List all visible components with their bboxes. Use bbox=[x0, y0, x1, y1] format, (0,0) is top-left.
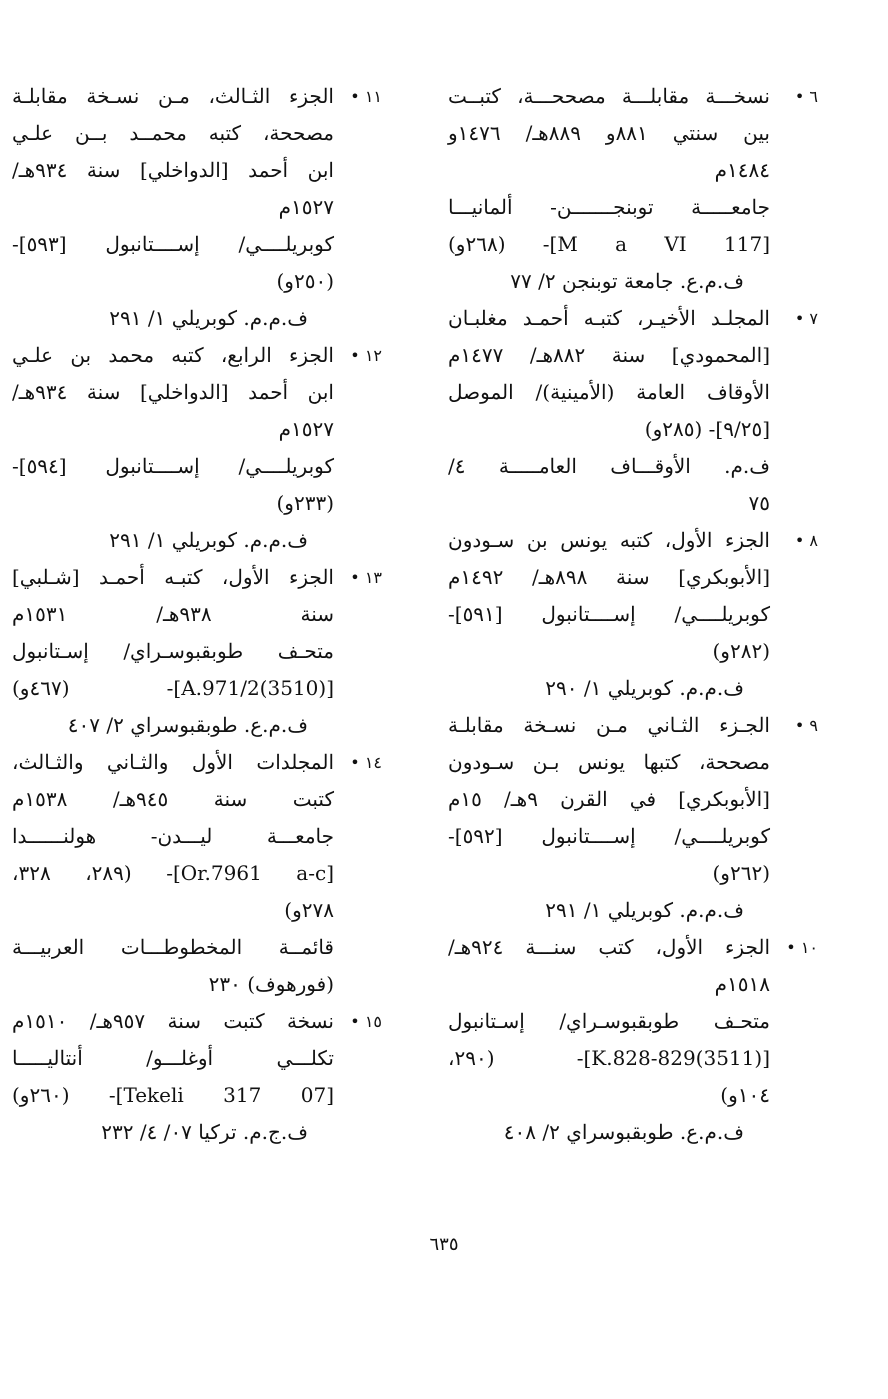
entry-line: المجلـد الأخيـر، كتبـه أحمـد مغلبـان bbox=[448, 306, 770, 330]
entry-line: ٧٥ bbox=[748, 491, 770, 515]
entry-number bbox=[774, 78, 818, 115]
entry-number-text: ١٤ bbox=[364, 753, 382, 772]
entry-line: [(3511)K.828-829]- (٢٩٠، bbox=[448, 1046, 770, 1070]
bullet-icon: • bbox=[350, 346, 360, 365]
entry-line: الجزء الرابع، كتبه محمد بن علـي bbox=[12, 343, 334, 367]
entry-line: كوبريلــــي/ إســــتانبول [٥٩٢]- bbox=[448, 824, 770, 848]
entry-number bbox=[338, 1003, 382, 1040]
entry-line: ١٥٢٧م bbox=[278, 417, 334, 441]
catalog-entry bbox=[12, 337, 382, 559]
bullet-icon: • bbox=[350, 87, 360, 106]
entry-line: [Or.7961 a-c]- (٢٨٩، ٣٢٨، bbox=[12, 861, 334, 885]
entry-line: كوبريلــــي/ إســــتانبول [٥٩٣]- bbox=[12, 232, 334, 256]
entry-line: [07 Tekeli 317]- (٢٦٠و) bbox=[12, 1083, 334, 1107]
bullet-icon: • bbox=[794, 309, 805, 328]
catalog-entry bbox=[12, 744, 382, 1003]
entry-number-text: ٨ bbox=[809, 531, 818, 550]
entry-line: ابن أحمد [الدواخلي] سنة ٩٣٤هـ/ bbox=[12, 158, 334, 182]
entry-line: قائمــة المخطوطـــات العربيـــة bbox=[12, 935, 334, 959]
entry-number bbox=[774, 707, 818, 744]
entry-line: جامعـــة ليـــدن- هولنــــــدا bbox=[12, 824, 334, 848]
entry-line: كوبريلــــي/ إســــتانبول [٥٩٤]- bbox=[12, 454, 334, 478]
entry-line: الأوقاف العامة (الأمينية)/ الموصل bbox=[448, 380, 770, 404]
entry-line: الجزء الأول، كتب سنـــة ٩٢٤هـ/ bbox=[448, 935, 770, 959]
catalog-entry bbox=[448, 522, 818, 707]
entry-number-text: ١٣ bbox=[364, 568, 382, 587]
entry-line: (٢٥٠و) bbox=[276, 269, 334, 293]
entry-line: مصححة، كتبه محمــد بــن علـي bbox=[12, 121, 334, 145]
entry-line: تكلـــي أوغلـــو/ أنتاليـــــا bbox=[12, 1046, 334, 1070]
entry-line: ٢٧٨و) bbox=[284, 898, 334, 922]
entry-line: ١٠٤و) bbox=[720, 1083, 770, 1107]
entry-line: متحـف طوبقبوسـراي/ إسـتانبول bbox=[448, 1009, 770, 1033]
entry-line: الجزء الثـالث، مـن نسـخة مقابلـة bbox=[12, 84, 334, 108]
entry-line: ف.م.ع. جامعة توبنجن ٢/ ٧٧ bbox=[510, 269, 744, 293]
entry-line: الجزء الأول، كتبـه أحمـد [شـلبي] bbox=[12, 565, 334, 589]
entry-number bbox=[338, 78, 382, 115]
entry-line: [M a VI 117]- (٢٦٨و) bbox=[448, 232, 770, 256]
right-column bbox=[448, 78, 818, 1151]
entry-line: ف.م.ع. طوبقبوسراي ٢/ ٤٠٨ bbox=[503, 1120, 744, 1144]
entry-line: الجزء الأول، كتبه يونس بن سـودون bbox=[448, 528, 770, 552]
entry-line: المجلدات الأول والثـاني والثـالث، bbox=[12, 750, 334, 774]
entry-line: كتبت سنة ٩٤٥هـ/ ١٥٣٨م bbox=[12, 787, 334, 811]
entry-line: نسخـــة مقابلـــة مصححـــة، كتبــت bbox=[448, 84, 770, 108]
entry-line: [الأبوبكري] في القرن ٩هـ/ ١٥م bbox=[448, 787, 770, 811]
entry-line: ف.ج.م. تركيا ٠٧/ ٤/ ٢٣٢ bbox=[101, 1120, 308, 1144]
bullet-icon: • bbox=[350, 753, 360, 772]
entry-line: ١٥٢٧م bbox=[278, 195, 334, 219]
entry-line: [المحمودي] سنة ٨٨٢هـ/ ١٤٧٧م bbox=[448, 343, 770, 367]
entry-line: ف.م.م. كوبريلي ١/ ٢٩١ bbox=[109, 306, 308, 330]
bullet-icon: • bbox=[350, 1012, 360, 1031]
entry-line: ف.م.م. كوبريلي ١/ ٢٩١ bbox=[109, 528, 308, 552]
entry-number-text: ١٠ bbox=[800, 938, 818, 957]
entry-line: ف.م. الأوقـــاف العامـــــة ٤/ bbox=[448, 454, 770, 478]
entry-line: ١٥١٨م bbox=[714, 972, 770, 996]
bullet-icon: • bbox=[786, 938, 796, 957]
entry-number bbox=[338, 744, 382, 781]
entry-number bbox=[774, 522, 818, 559]
catalog-entry bbox=[12, 559, 382, 744]
left-column bbox=[12, 78, 382, 1151]
entry-number-text: ٦ bbox=[809, 87, 818, 106]
entry-line: [(3510)A.971/2]- (٤٦٧و) bbox=[12, 676, 334, 700]
entry-line: (٢٦٢و) bbox=[712, 861, 770, 885]
entry-line: نسخة كتبت سنة ٩٥٧هـ/ ١٥١٠م bbox=[12, 1009, 334, 1033]
entry-line: ابن أحمد [الدواخلي] سنة ٩٣٤هـ/ bbox=[12, 380, 334, 404]
entry-line: جامعـــــة توبنجـــــــن- ألمانيـــا bbox=[448, 195, 770, 219]
page-number: ٦٣٥ bbox=[429, 1234, 459, 1255]
entry-line: (فورهوف) ٢٣٠ bbox=[208, 972, 334, 996]
bullet-icon: • bbox=[794, 87, 805, 106]
entry-number-text: ٧ bbox=[809, 309, 818, 328]
catalog-entry bbox=[448, 707, 818, 929]
entry-number-text: ١٥ bbox=[364, 1012, 382, 1031]
entry-line: مصححة، كتبها يونس بـن سـودون bbox=[448, 750, 770, 774]
catalog-entry bbox=[448, 300, 818, 522]
bullet-icon: • bbox=[794, 716, 805, 735]
catalog-entry bbox=[448, 78, 818, 300]
entry-number-text: ١١ bbox=[364, 87, 382, 106]
entry-line: ف.م.ع. طوبقبوسراي ٢/ ٤٠٧ bbox=[67, 713, 308, 737]
entry-line: الجـزء الثـاني مـن نسـخة مقابلـة bbox=[448, 713, 770, 737]
entry-number bbox=[774, 929, 818, 966]
entry-number-text: ١٢ bbox=[364, 346, 382, 365]
entry-number bbox=[338, 337, 382, 374]
entry-line: بين سنتي ٨٨١و ٨٨٩هـ/ ١٤٧٦و bbox=[448, 121, 770, 145]
entry-line: كوبريلــــي/ إســــتانبول [٥٩١]- bbox=[448, 602, 770, 626]
catalog-entry bbox=[448, 929, 818, 1151]
entry-line: (٢٣٣و) bbox=[276, 491, 334, 515]
entry-number bbox=[774, 300, 818, 337]
catalog-entry bbox=[12, 78, 382, 337]
entry-line: [الأبوبكري] سنة ٨٩٨هـ/ ١٤٩٢م bbox=[448, 565, 770, 589]
entry-line: ف.م.م. كوبريلي ١/ ٢٩١ bbox=[545, 898, 744, 922]
entry-number-text: ٩ bbox=[809, 716, 818, 735]
entry-line: ف.م.م. كوبريلي ١/ ٢٩٠ bbox=[545, 676, 744, 700]
entry-line: [٩/٢٥]- (٢٨٥و) bbox=[644, 417, 770, 441]
catalog-entry bbox=[12, 1003, 382, 1151]
bullet-icon: • bbox=[794, 531, 805, 550]
entry-line: سنة ٩٣٨هـ/ ١٥٣١م bbox=[12, 602, 334, 626]
entry-line: متحـف طوبقبوسـراي/ إسـتانبول bbox=[12, 639, 334, 663]
bullet-icon: • bbox=[350, 568, 360, 587]
entry-number bbox=[338, 559, 382, 596]
entry-line: ١٤٨٤م bbox=[714, 158, 770, 182]
entry-line: (٢٨٢و) bbox=[712, 639, 770, 663]
